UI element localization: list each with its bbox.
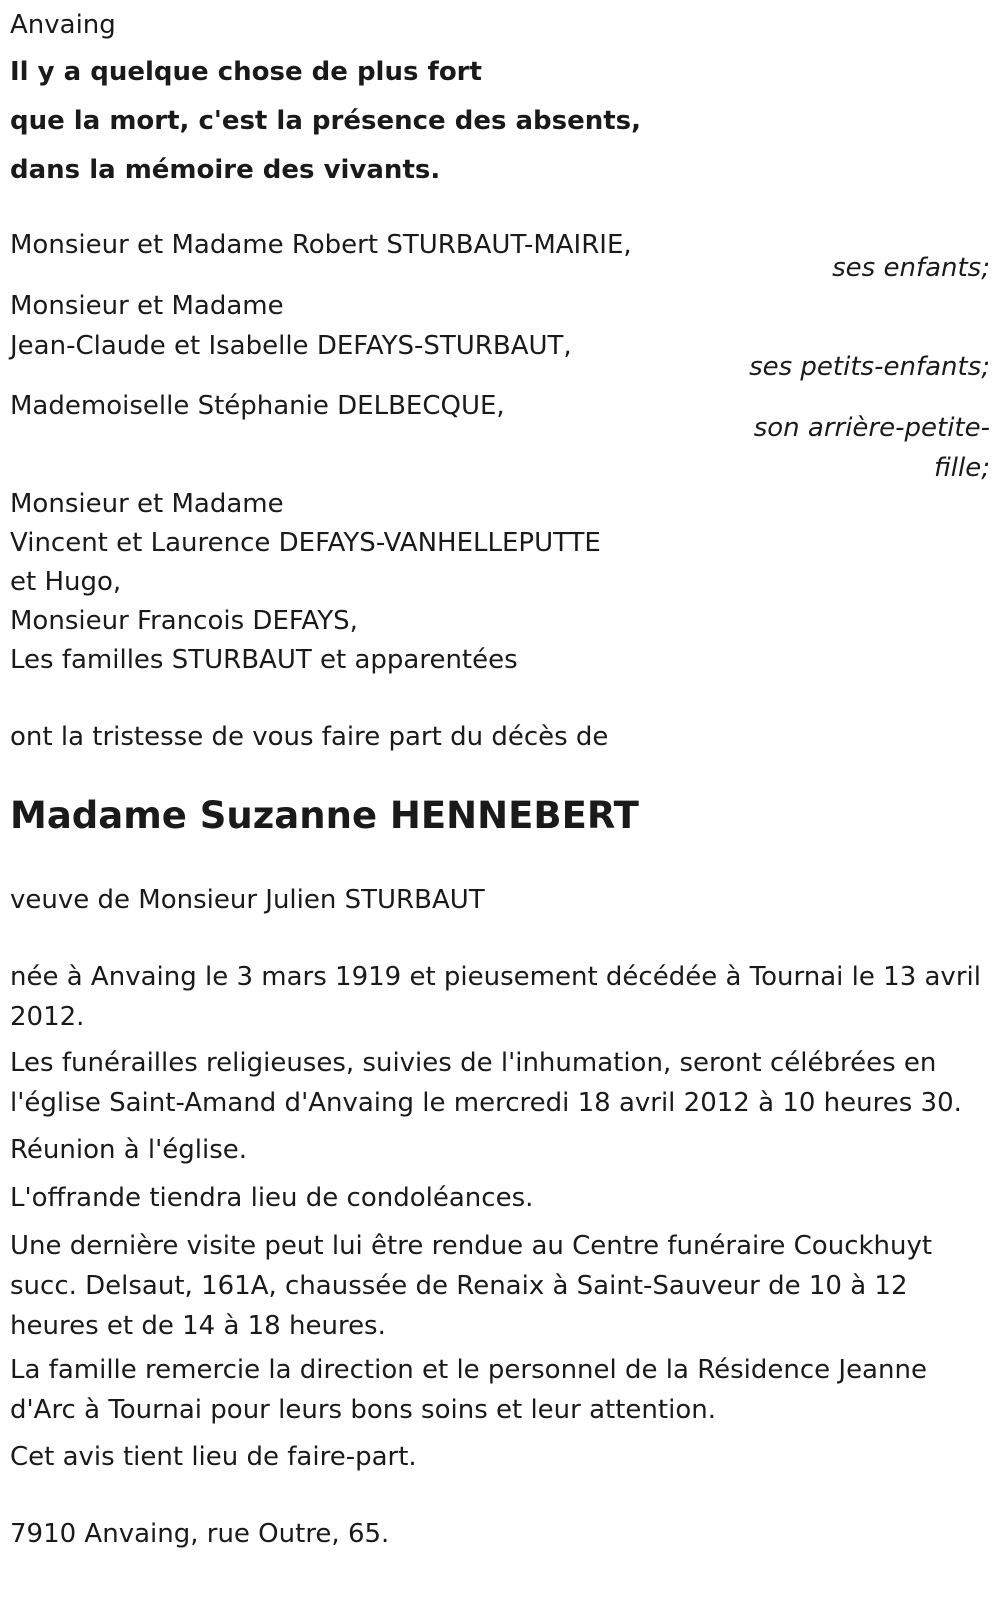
family-other-line: Monsieur et Madame bbox=[10, 489, 284, 519]
great-grandchild-label bbox=[754, 408, 990, 488]
quote-line: que la mort, c'est la présence des absents, bbox=[10, 106, 642, 136]
family-others bbox=[10, 485, 601, 680]
quote bbox=[10, 48, 641, 195]
great-grandchild-label-line: fille; bbox=[934, 453, 990, 483]
quote-line: Il y a quelque chose de plus fort bbox=[10, 57, 482, 87]
family-great-grandchild: Mademoiselle Stéphanie DELBECQUE, bbox=[10, 391, 505, 421]
family-other-line: et Hugo, bbox=[10, 567, 122, 597]
grandchildren-line: Jean-Claude et Isabelle DEFAYS-STURBAUT, bbox=[10, 331, 572, 361]
thanks-info: La famille remercie la direction et le personnel de la Résidence Jeanne d'Arc à Tournai pour leurs bons soins et leur attention. bbox=[10, 1355, 927, 1425]
family-other-line: Les familles STURBAUT et apparentées bbox=[10, 645, 518, 675]
widow-of: veuve de Monsieur Julien STURBAUT bbox=[10, 885, 485, 915]
offering-info: L'offrande tiendra lieu de condoléances. bbox=[10, 1183, 534, 1213]
children-label: ses enfants; bbox=[832, 253, 990, 283]
birth-death: née à Anvaing le 3 mars 1919 et pieusement décédée à Tournai le 13 avril 2012. bbox=[10, 962, 981, 1032]
grandchildren-label: ses petits-enfants; bbox=[749, 352, 990, 382]
family-other-line: Vincent et Laurence DEFAYS-VANHELLEPUTTE bbox=[10, 528, 601, 558]
location-heading: Anvaing bbox=[10, 10, 116, 40]
family-other-line: Monsieur Francois DEFAYS, bbox=[10, 606, 358, 636]
great-grandchild-label-line: son arrière-petite- bbox=[753, 413, 990, 443]
family-grandchildren bbox=[10, 286, 572, 366]
quote-line: dans la mémoire des vivants. bbox=[10, 155, 441, 185]
address: 7910 Anvaing, rue Outre, 65. bbox=[10, 1519, 390, 1549]
visit-info: Une dernière visite peut lui être rendue au Centre funéraire Couckhuyt succ. Delsaut, 161A, chaussée de Renaix à Saint-Sauveur de 10 à 12 heures et de 14 à 18 heures. bbox=[10, 1231, 933, 1341]
notice-info: Cet avis tient lieu de faire-part. bbox=[10, 1442, 417, 1472]
deceased-name: Madame Suzanne HENNEBERT bbox=[10, 794, 639, 837]
grandchildren-line: Monsieur et Madame bbox=[10, 291, 284, 321]
announcement-text: ont la tristesse de vous faire part du décès de bbox=[10, 722, 609, 752]
family-children: Monsieur et Madame Robert STURBAUT-MAIRIE, bbox=[10, 230, 632, 260]
meeting-info: Réunion à l'église. bbox=[10, 1135, 248, 1165]
funeral-info: Les funérailles religieuses, suivies de l'inhumation, seront célébrées en l'église Saint-Amand d'Anvaing le mercredi 18 avril 2012 à 10 heures 30. bbox=[10, 1048, 962, 1118]
